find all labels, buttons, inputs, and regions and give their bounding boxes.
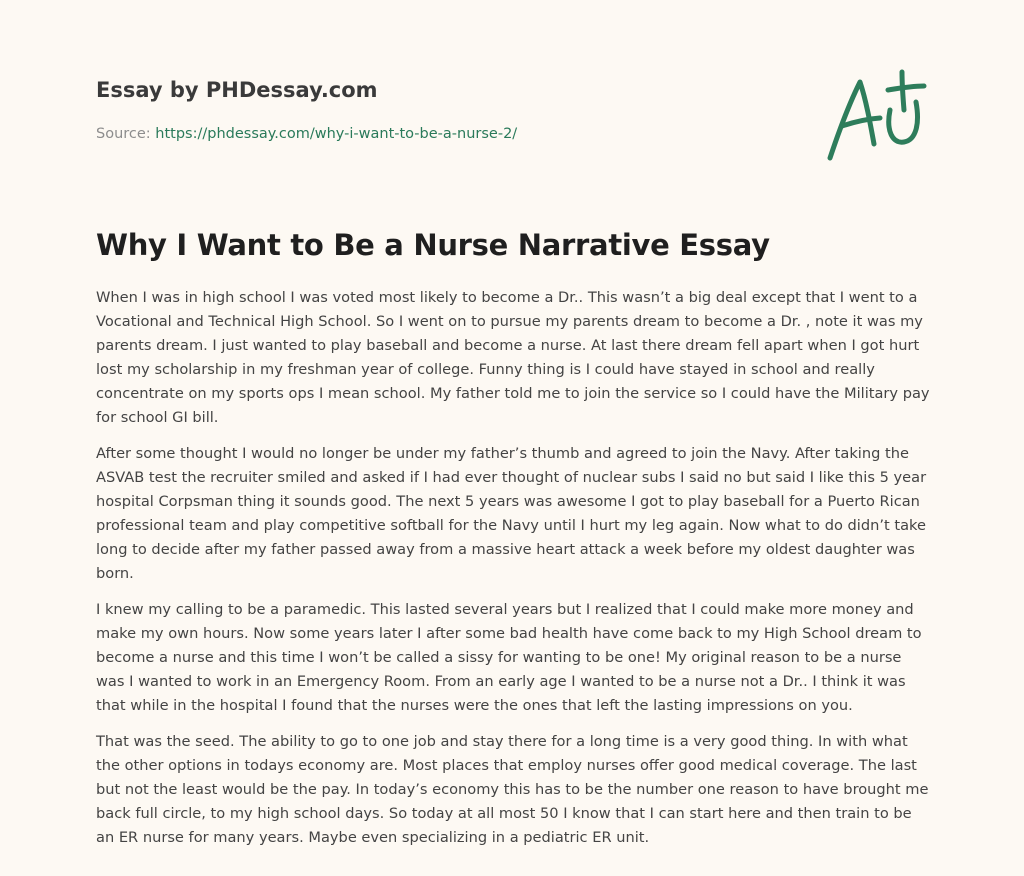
essay-paragraph: When I was in high school I was voted most likely to become a Dr.. This wasn’t a big deal except that I went to a Vocational and Technical High School. So I went on to pursue my parents dream to become a Dr. , note it was my parents dream. I just wanted to play baseball and become a nurse. At last there dream fell apart when I got hurt lost my scholarship in my freshman year of college. Funny thing is I could have stayed in school and really concentrate on my sports ops I mean school. My father told me to join the service so I could have the Military pay for school GI bill. (96, 289, 930, 426)
source-link[interactable]: https://phdessay.com/why-i-want-to-be-a-nurse-2/ (155, 126, 518, 142)
source-line (96, 124, 796, 144)
page-header (96, 76, 796, 144)
a-plus-grade-icon (820, 64, 930, 168)
essay-body (96, 286, 932, 862)
essay-paragraph: I knew my calling to be a paramedic. This lasted several years but I realized that I could make more money and make my own hours. Now some years later I after some bad health have come back to my High School dream to become a nurse and this time I won’t be called a sissy for wanting to be one! My original reason to be a nurse was I wanted to work in an Emergency Room. From an early age I wanted to be a nurse not a Dr.. I think it was that while in the hospital I found that the nurses were the ones that left the lasting impressions on you. (96, 601, 922, 714)
essay-title: Why I Want to Be a Nurse Narrative Essay (96, 228, 770, 262)
essay-paragraph: That was the seed. The ability to go to one job and stay there for a long time is a very good thing. In with what the other options in todays economy are. Most places that employ nurses offer good medical coverage. The last but not the least would be the pay. In today’s economy this has to be the number one reason to have brought me back full circle, to my high school days. So today at all most 50 I know that I can start here and then train to be an ER nurse for many years. Maybe even specializing in a pediatric ER unit. (96, 733, 929, 846)
essay-paragraph: After some thought I would no longer be under my father’s thumb and agreed to join the Navy. After taking the ASVAB test the recruiter smiled and asked if I had ever thought of nuclear subs I said no but said I like this 5 year hospital Corpsman thing it sounds good. The next 5 years was awesome I got to play baseball for a Puerto Rican professional team and play competitive softball for the Navy until I hurt my leg again. Now what to do didn’t take long to decide after my father passed away from a massive heart attack a week before my oldest daughter was born. (96, 445, 927, 582)
source-label: Source: (96, 126, 151, 142)
site-title: Essay by PHDessay.com (96, 78, 378, 102)
a-plus-logo-svg (820, 64, 930, 168)
